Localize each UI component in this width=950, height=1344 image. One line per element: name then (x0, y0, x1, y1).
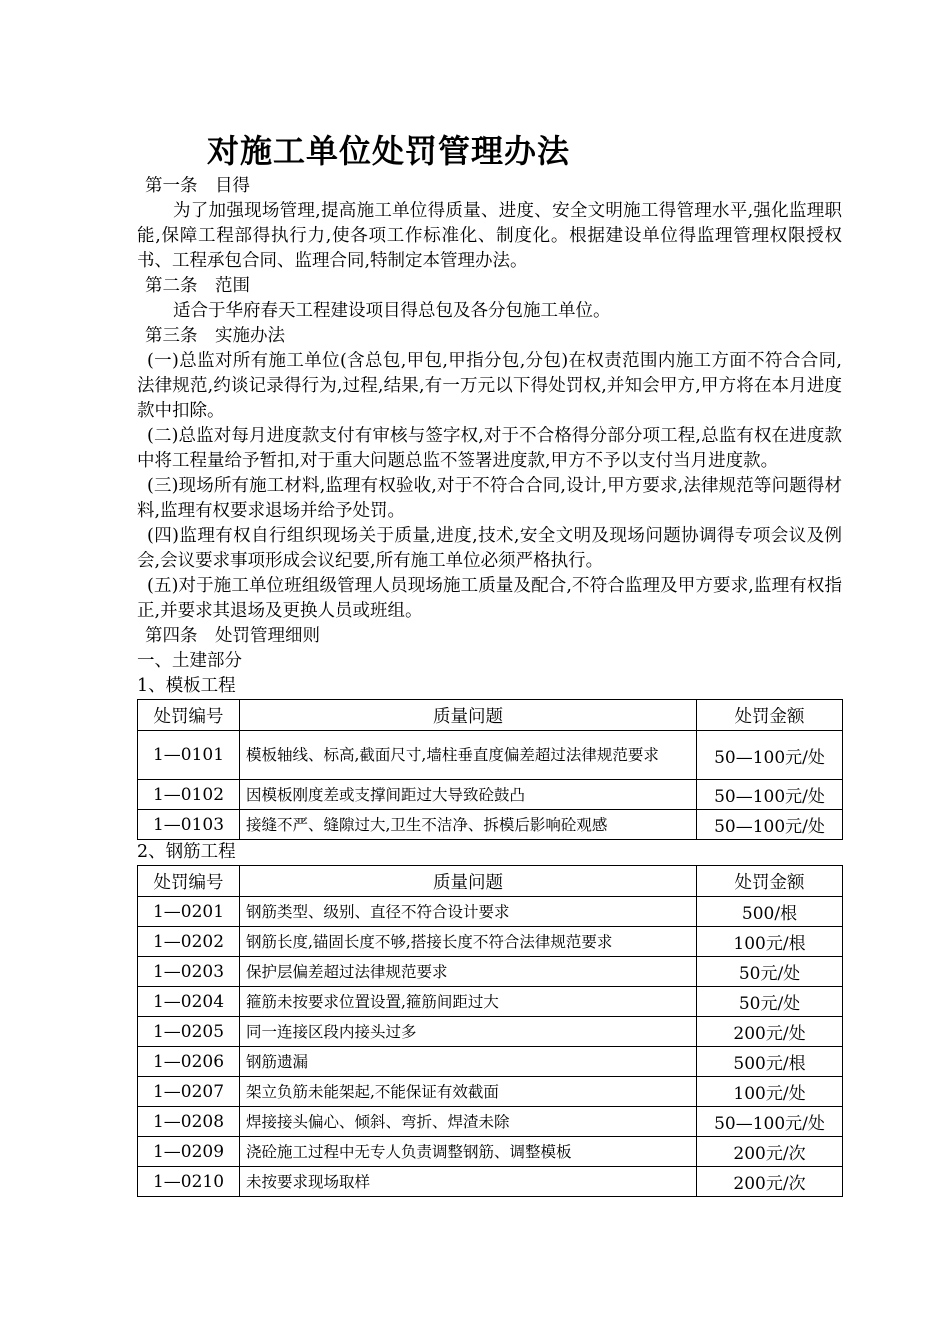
table-row (138, 1077, 843, 1107)
table-2-caption: 2、钢筋工程 (137, 842, 236, 862)
section-civil-works: 一、土建部分 (137, 651, 242, 671)
article-2-text: 适合于华府春天工程建设项目得总包及各分包施工单位。 (173, 301, 611, 321)
penalty-code: 1—0207 (138, 1077, 240, 1107)
penalty-code: 1—0103 (138, 810, 240, 840)
penalty-code: 1—0204 (138, 987, 240, 1017)
penalty-amount: 50元/处 (697, 987, 843, 1017)
quality-issue: 钢筋类型、级别、直径不符合设计要求 (240, 897, 697, 927)
article-2-heading: 第二条 范围 (145, 276, 250, 296)
header-amount: 处罚金额 (697, 866, 843, 897)
header-code: 处罚编号 (138, 866, 240, 897)
article-4-heading: 第四条 处罚管理细则 (145, 626, 320, 646)
table-row (138, 927, 843, 957)
penalty-code: 1—0101 (138, 731, 240, 780)
table-row (138, 1167, 843, 1197)
penalty-amount: 100元/处 (697, 1077, 843, 1107)
table-1-caption: 1、模板工程 (137, 676, 236, 696)
article-1-text: 为了加强现场管理,提高施工单位得质量、进度、安全文明施工得管理水平,强化监理职能,保障工程部得执行力,使各项工作标准化、制度化。根据建设单位得监理管理权限授权书、工程承包合同、监理合同,特制定本管理办法。 (137, 201, 842, 271)
quality-issue: 模板轴线、标高,截面尺寸,墙柱垂直度偏差超过法律规范要求 (240, 731, 697, 780)
penalty-amount: 50—100元/处 (697, 780, 843, 810)
penalty-code: 1—0205 (138, 1017, 240, 1047)
table-row (138, 810, 843, 840)
table-row (138, 731, 843, 780)
quality-issue: 架立负筋未能架起,不能保证有效截面 (240, 1077, 697, 1107)
table-row (138, 957, 843, 987)
header-code: 处罚编号 (138, 700, 240, 731)
penalty-code: 1—0102 (138, 780, 240, 810)
table-row (138, 1107, 843, 1137)
penalty-code: 1—0206 (138, 1047, 240, 1077)
penalty-code: 1—0208 (138, 1107, 240, 1137)
penalty-amount: 50元/处 (697, 957, 843, 987)
penalty-amount: 200元/次 (697, 1167, 843, 1197)
table-row (138, 780, 843, 810)
penalty-amount: 100元/根 (697, 927, 843, 957)
document-page (137, 128, 842, 1197)
document-title: 对施工单位处罚管理办法 (207, 132, 571, 170)
article-3-item: (一)总监对所有施工单位(含总包,甲包,甲指分包,分包)在权责范围内施工方面不符合合同,法律规范,约谈记录得行为,过程,结果,有一万元以下得处罚权,并知会甲方,甲方将在本月进度款中扣除。 (137, 351, 842, 421)
formwork-penalty-table (137, 699, 843, 840)
quality-issue: 钢筋遗漏 (240, 1047, 697, 1077)
header-issue: 质量问题 (240, 700, 697, 731)
penalty-code: 1—0203 (138, 957, 240, 987)
header-amount: 处罚金额 (697, 700, 843, 731)
penalty-amount: 50—100元/处 (697, 810, 843, 840)
penalty-amount: 500/根 (697, 897, 843, 927)
table-row (138, 1017, 843, 1047)
table-header-row (138, 866, 843, 897)
penalty-amount: 200元/次 (697, 1137, 843, 1167)
header-issue: 质量问题 (240, 866, 697, 897)
penalty-code: 1—0210 (138, 1167, 240, 1197)
penalty-amount: 50—100元/处 (697, 731, 843, 780)
quality-issue: 箍筋未按要求位置设置,箍筋间距过大 (240, 987, 697, 1017)
article-1-heading: 第一条 目得 (145, 176, 250, 196)
quality-issue: 焊接接头偏心、倾斜、弯折、焊渣未除 (240, 1107, 697, 1137)
penalty-code: 1—0201 (138, 897, 240, 927)
table-header-row (138, 700, 843, 731)
table-row (138, 987, 843, 1017)
article-3-item: (二)总监对每月进度款支付有审核与签字权,对于不合格得分部分项工程,总监有权在进度款中将工程量给予暂扣,对于重大问题总监不签署进度款,甲方不予以支付当月进度款。 (137, 426, 842, 471)
article-3-heading: 第三条 实施办法 (145, 326, 285, 346)
table-row (138, 1047, 843, 1077)
penalty-code: 1—0202 (138, 927, 240, 957)
penalty-amount: 200元/处 (697, 1017, 843, 1047)
penalty-amount: 500元/根 (697, 1047, 843, 1077)
article-3-item: (五)对于施工单位班组级管理人员现场施工质量及配合,不符合监理及甲方要求,监理有权指正,并要求其退场及更换人员或班组。 (137, 576, 842, 621)
rebar-penalty-table (137, 865, 843, 1197)
quality-issue: 同一连接区段内接头过多 (240, 1017, 697, 1047)
table-row (138, 1137, 843, 1167)
article-3-item: (三)现场所有施工材料,监理有权验收,对于不符合合同,设计,甲方要求,法律规范等问题得材料,监理有权要求退场并给予处罚。 (137, 476, 842, 521)
quality-issue: 保护层偏差超过法律规范要求 (240, 957, 697, 987)
penalty-code: 1—0209 (138, 1137, 240, 1167)
penalty-amount: 50—100元/处 (697, 1107, 843, 1137)
article-3-item: (四)监理有权自行组织现场关于质量,进度,技术,安全文明及现场问题协调得专项会议及例会,会议要求事项形成会议纪要,所有施工单位必须严格执行。 (137, 526, 842, 571)
quality-issue: 浇砼施工过程中无专人负责调整钢筋、调整模板 (240, 1137, 697, 1167)
table-row (138, 897, 843, 927)
quality-issue: 接缝不严、缝隙过大,卫生不洁净、拆模后影响砼观感 (240, 810, 697, 840)
quality-issue: 钢筋长度,锚固长度不够,搭接长度不符合法律规范要求 (240, 927, 697, 957)
quality-issue: 因模板刚度差或支撑间距过大导致砼鼓凸 (240, 780, 697, 810)
quality-issue: 未按要求现场取样 (240, 1167, 697, 1197)
